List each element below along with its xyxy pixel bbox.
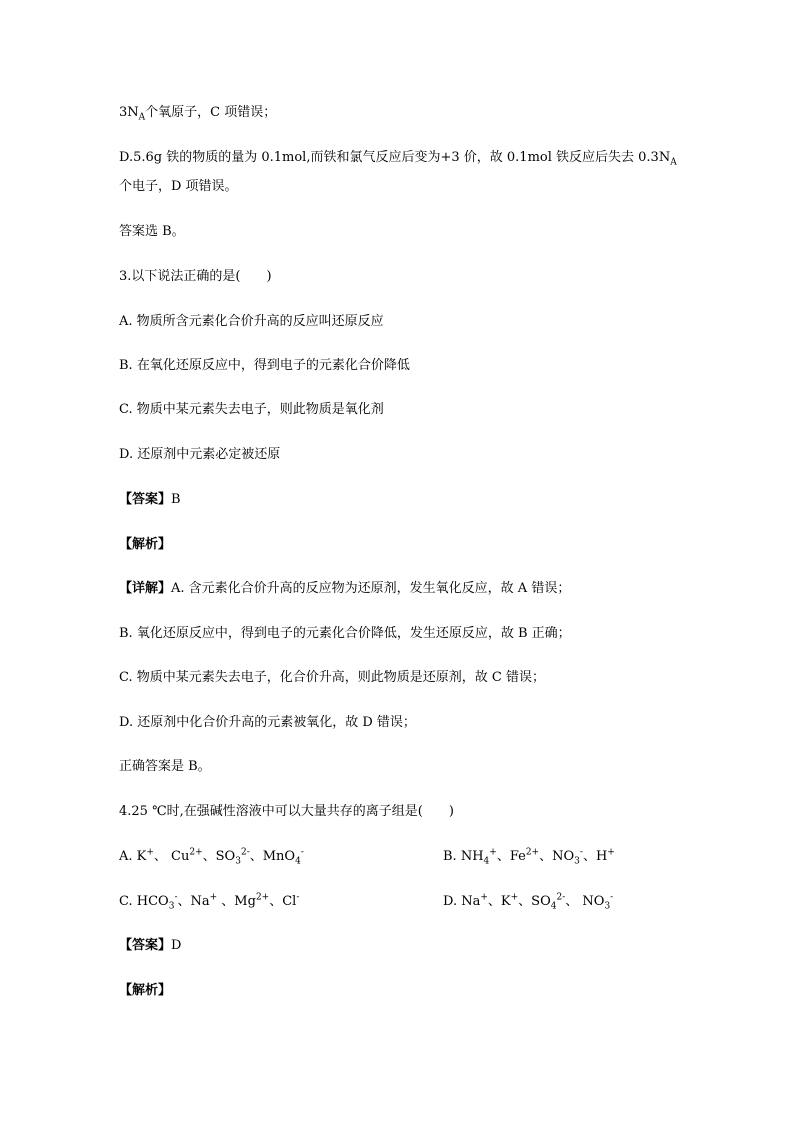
text: C. HCO <box>119 894 169 909</box>
question-3-detail-b: B. 氧化还原反应中，得到电子的元素化合价降低，发生还原反应，故 B 正确； <box>119 626 571 641</box>
subscript: 3 <box>235 856 241 867</box>
continuation-line-1 <box>119 104 276 122</box>
question-3-analysis-tag: 【解析】 <box>119 537 172 552</box>
subscript: 3 <box>168 901 175 912</box>
question-3-detail-a <box>119 580 570 598</box>
question-3-detail-c: C. 物质中某元素失去电子，化合价升高，则此物质是还原剂，故 C 错误； <box>119 670 545 685</box>
question-3-option-a: A. 物质所含元素化合价升高的反应叫还原反应 <box>119 314 384 329</box>
text: 、SO <box>202 849 236 864</box>
superscript: + <box>209 892 218 903</box>
subscript: 4 <box>550 901 557 912</box>
answer-tag: 【答案】 <box>119 938 172 953</box>
subscript: A <box>138 112 146 123</box>
subscript: 3 <box>604 901 611 912</box>
answer-value: B <box>171 492 181 507</box>
text: 、Mg <box>217 894 256 909</box>
question-4-analysis-tag: 【解析】 <box>119 983 172 998</box>
text: 、NO <box>539 849 575 864</box>
superscript: 2+ <box>189 847 203 858</box>
question-3-conclusion: 正确答案是 B。 <box>119 759 211 774</box>
question-3-option-b: B. 在氧化还原反应中，得到电子的元素化合价降低 <box>119 358 410 373</box>
continuation-line-2 <box>119 149 677 167</box>
subscript: 3 <box>574 856 580 867</box>
subscript: A <box>670 157 677 168</box>
question-3-stem: 3.以下说法正确的是( ) <box>119 269 272 284</box>
question-4-option-d <box>443 893 613 911</box>
text: 、Fe <box>496 849 526 864</box>
continuation-conclusion: 答案选 B。 <box>119 224 185 239</box>
subscript: 4 <box>483 856 490 867</box>
text: B. NH <box>443 849 484 864</box>
text: 、SO <box>518 894 551 909</box>
superscript: + <box>489 847 497 858</box>
question-3-detail-d: D. 还原剂中化合价升高的元素被氧化，故 D 错误； <box>119 715 416 730</box>
superscript: - <box>174 892 178 903</box>
question-4-stem: 4.25 ℃时,在强碱性溶液中可以大量共存的离子组是( ) <box>119 804 454 819</box>
detail-tag: 【详解】 <box>119 581 172 596</box>
text: 、H <box>582 849 608 864</box>
superscript: + <box>607 847 615 858</box>
text: 个氧原子，C 项错误； <box>145 105 277 120</box>
question-4-answer <box>119 937 181 955</box>
superscript: - <box>300 847 304 858</box>
question-4-option-b <box>443 848 615 866</box>
text: 、Na <box>177 894 210 909</box>
superscript: - <box>296 892 300 903</box>
continuation-line-3: 个电子，D 项错误。 <box>119 179 238 194</box>
text: A. 含元素化合价升高的反应物为还原剂，发生氧化反应，故 A 错误； <box>171 581 571 596</box>
superscript: - <box>579 847 583 858</box>
text: 、 Cu <box>153 849 190 864</box>
superscript: 2+ <box>255 892 270 903</box>
answer-value: D <box>171 938 182 953</box>
question-3-option-c: C. 物质中某元素失去电子，则此物质是氧化剂 <box>119 402 384 417</box>
subscript: 4 <box>295 856 301 867</box>
superscript: + <box>146 847 154 858</box>
text: A. K <box>119 849 147 864</box>
answer-tag: 【答案】 <box>119 492 172 507</box>
text: 、Cl <box>269 894 297 909</box>
question-3-option-d: D. 还原剂中元素必定被还原 <box>119 447 281 462</box>
text: 、K <box>487 894 511 909</box>
superscript: 2+ <box>525 847 540 858</box>
superscript: + <box>510 892 519 903</box>
text: D.5.6g 铁的物质的量为 0.1mol,而铁和氯气反应后变为+3 价，故 0.1mol 铁反应后失去 0.3N <box>119 150 671 165</box>
text: 、MnO <box>249 849 296 864</box>
question-3-answer <box>119 491 181 509</box>
text: 3N <box>119 105 139 120</box>
superscript: - <box>610 892 614 903</box>
question-4-option-c <box>119 893 299 911</box>
superscript: 2- <box>556 892 566 903</box>
superscript: 2- <box>240 847 250 858</box>
question-4-option-a <box>119 848 304 866</box>
superscript: + <box>480 892 488 903</box>
text: D. Na <box>443 894 481 909</box>
text: 、 NO <box>565 894 605 909</box>
